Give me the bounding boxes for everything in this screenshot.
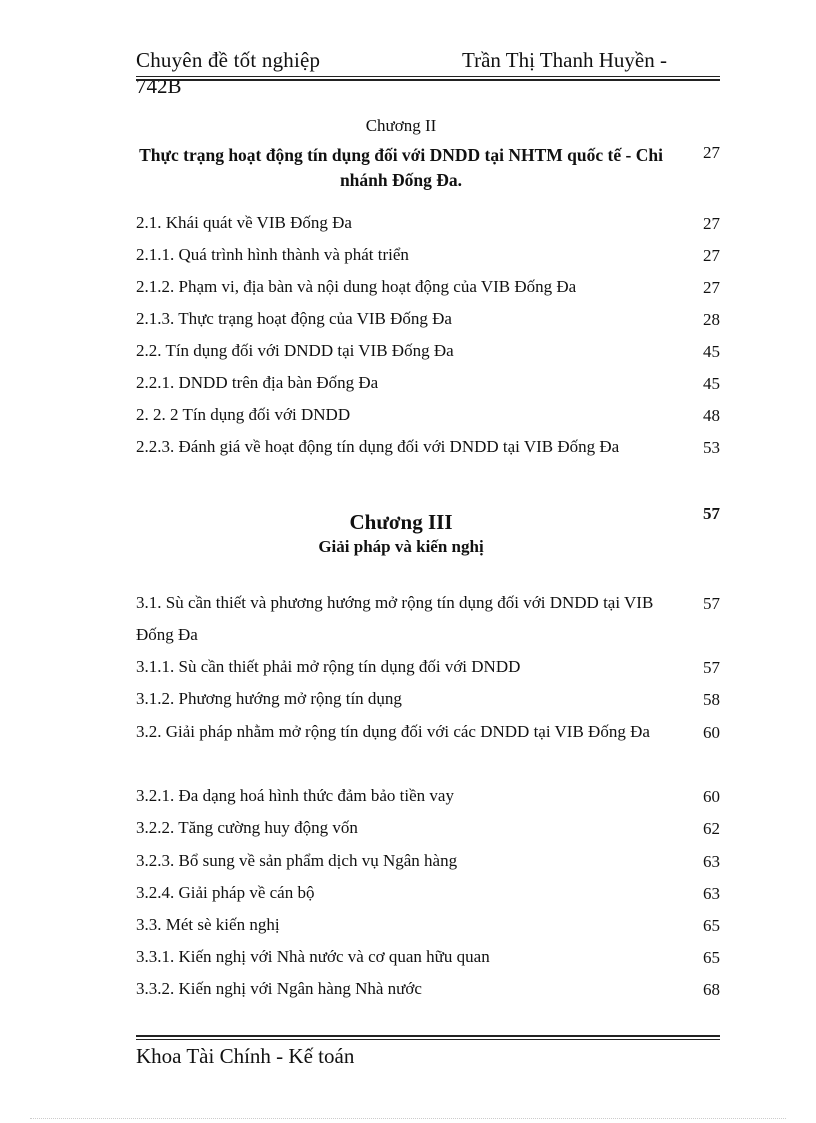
toc-page: 57 <box>703 594 720 613</box>
toc-entry: 2.1.2. Phạm vi, địa bàn và nội dung hoạt động của VIB Đống Đa <box>136 277 577 296</box>
chapter-3-page: 57 <box>703 504 720 523</box>
toc-page: 68 <box>703 980 720 999</box>
toc-entry: 3.3. Mét sè kiến nghị <box>136 915 280 934</box>
toc-entry: 3.1.2. Phương hướng mở rộng tín dụng <box>136 689 402 708</box>
header-left: Chuyên đề tốt nghiệp <box>136 48 321 72</box>
header-wrap: 742B <box>136 74 182 98</box>
toc-entry: 3.2.3. Bổ sung về sản phẩm dịch vụ Ngân hàng <box>136 851 458 870</box>
toc-entry: 3.2.1. Đa dạng hoá hình thức đảm bảo tiền vay <box>136 786 454 805</box>
chapter-2-page: 27 <box>703 143 720 162</box>
toc-page: 57 <box>703 658 720 677</box>
toc-entry: 2.2.1. DNDD trên địa bàn Đống Đa <box>136 373 379 392</box>
toc-entry: 2. 2. 2 Tín dụng đối với DNDD <box>136 405 351 424</box>
toc-page: 27 <box>703 278 720 297</box>
footer-rule-bottom <box>136 1039 720 1040</box>
toc-page: 45 <box>703 374 720 393</box>
chapter-3-title: Giải pháp và kiến nghị <box>318 537 484 556</box>
chapter-2-label: Chương II <box>365 116 437 135</box>
header-rule-bottom <box>136 79 720 81</box>
toc-entry: 3.1.1. Sù cần thiết phải mở rộng tín dụng đối với DNDD <box>136 657 521 676</box>
toc-entry: 2.1.1. Quá trình hình thành và phát triển <box>136 245 409 264</box>
toc-entry: 3.1. Sù cần thiết và phương hướng mở rộng tín dụng đối với DNDD tại VIB Đống Đa <box>136 593 654 644</box>
footer-text: Khoa Tài Chính - Kế toán <box>136 1044 355 1068</box>
toc-entry: 3.3.1. Kiến nghị với Nhà nước và cơ quan hữu quan <box>136 947 490 966</box>
footer-rule-top <box>136 1035 720 1037</box>
toc-entry: 2.1.3. Thực trạng hoạt động của VIB Đống Đa <box>136 309 452 328</box>
chapter-2-title: Thực trạng hoạt động tín dụng đối với DNDD tại NHTM quốc tế - Chi nhánh Đống Đa. <box>139 145 663 190</box>
toc-entry: 3.3.2. Kiến nghị với Ngân hàng Nhà nước <box>136 979 422 998</box>
toc-entry: 3.2. Giải pháp nhằm mở rộng tín dụng đối với các DNDD tại VIB Đống Đa <box>136 722 650 741</box>
toc-page: 53 <box>703 438 720 457</box>
chapter-3-label: Chương III <box>349 510 453 534</box>
toc-entry: 2.1. Khái quát về VIB Đống Đa <box>136 213 352 232</box>
toc-page: 63 <box>703 852 720 871</box>
toc-page: 60 <box>703 723 720 742</box>
toc-page: 58 <box>703 690 720 709</box>
toc-entry: 2.2.3. Đánh giá về hoạt động tín dụng đối với DNDD tại VIB Đống Đa <box>136 437 620 456</box>
header-rule-top <box>136 76 720 77</box>
toc-page: 62 <box>703 819 720 838</box>
toc-entry: 3.2.4. Giải pháp về cán bộ <box>136 883 315 902</box>
toc-entry: 2.2. Tín dụng đối với DNDD tại VIB Đống Đa <box>136 341 454 360</box>
toc-page: 45 <box>703 342 720 361</box>
toc-page: 65 <box>703 948 720 967</box>
toc-page: 60 <box>703 787 720 806</box>
toc-page: 48 <box>703 406 720 425</box>
page-edge-dotted-line <box>30 1118 786 1119</box>
toc-entry: 3.2.2. Tăng cường huy động vốn <box>136 818 358 837</box>
toc-page: 65 <box>703 916 720 935</box>
header-right: Trần Thị Thanh Huyền - <box>462 48 667 72</box>
toc-page: 27 <box>703 214 720 233</box>
toc-page: 27 <box>703 246 720 265</box>
toc-page: 63 <box>703 884 720 903</box>
toc-page: 28 <box>703 310 720 329</box>
